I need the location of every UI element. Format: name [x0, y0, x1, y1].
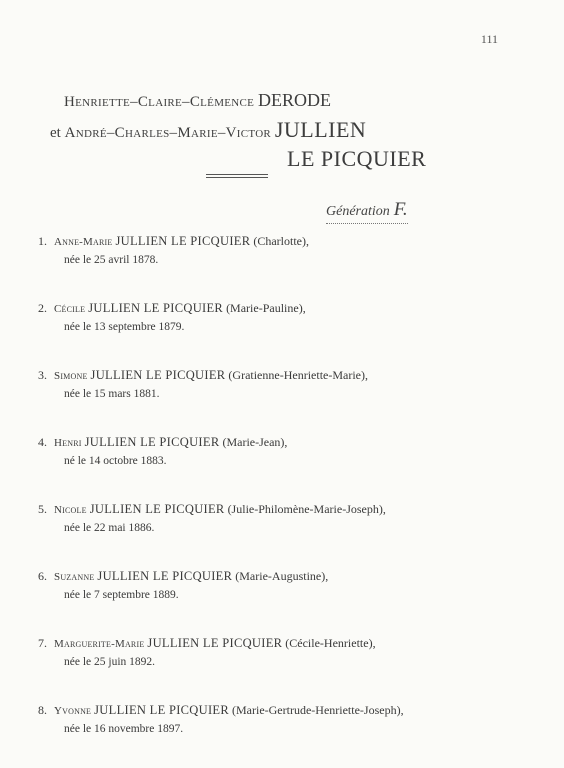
mother-surname: DERODE: [257, 90, 331, 110]
entry-birth: née le 16 novembre 1897.: [64, 723, 184, 735]
entry-name-line: [38, 232, 508, 251]
entry-given-names: (Charlotte),: [253, 234, 310, 248]
entry-number: 2.: [38, 301, 47, 315]
mother-given-names: Henriette–Claire–Clémence: [64, 94, 255, 110]
heading-line-mother: [50, 86, 470, 116]
entry-given-names: (Julie-Philomène-Marie-Joseph),: [227, 502, 386, 516]
heading-divider: [206, 174, 268, 178]
entry-name-line: [38, 701, 508, 720]
entry-surname: JULLIEN LE PICQUIER: [88, 301, 224, 315]
entry-name-line: [38, 634, 508, 653]
entry-birth: né le 14 octobre 1883.: [64, 455, 167, 467]
entry-first-name: Henri: [54, 437, 82, 449]
list-item: [38, 232, 508, 269]
entry-number: 8.: [38, 703, 47, 717]
father-surname: JULLIEN: [274, 117, 367, 142]
list-item: [38, 433, 508, 470]
entry-number: 6.: [38, 569, 47, 583]
list-item: [38, 634, 508, 671]
entry-name-line: [38, 366, 508, 385]
entry-given-names: (Marie-Augustine),: [235, 569, 329, 583]
page-heading: [50, 86, 470, 176]
entry-first-name: Yvonne: [54, 705, 92, 717]
list-item: [38, 366, 508, 403]
list-item: [38, 701, 508, 738]
page-number: 111: [480, 32, 498, 46]
entry-birth: née le 22 mai 1886.: [64, 522, 155, 534]
entry-name-line: [38, 299, 508, 318]
entry-number: 1.: [38, 234, 47, 248]
generation-letter: F.: [393, 199, 408, 220]
entry-given-names: (Cécile-Henriette),: [285, 636, 376, 650]
entry-surname: JULLIEN LE PICQUIER: [84, 435, 220, 449]
entry-first-name: Marguerite-Marie: [54, 638, 145, 650]
entry-given-names: (Gratienne-Henriette-Marie),: [228, 368, 368, 382]
entry-given-names: (Marie-Gertrude-Henriette-Joseph),: [232, 703, 404, 717]
entry-first-name: Simone: [54, 370, 88, 382]
entry-birth: née le 15 mars 1881.: [64, 388, 160, 400]
entry-given-names: (Marie-Pauline),: [226, 301, 306, 315]
entry-birth: née le 13 septembre 1879.: [64, 321, 185, 333]
list-item: [38, 567, 508, 604]
entry-surname: JULLIEN LE PICQUIER: [89, 502, 225, 516]
entry-surname: JULLIEN LE PICQUIER: [147, 636, 283, 650]
entry-surname: JULLIEN LE PICQUIER: [97, 569, 233, 583]
list-item: [38, 500, 508, 537]
entry-first-name: Suzanne: [54, 571, 95, 583]
entry-birth: née le 25 juin 1892.: [64, 656, 156, 668]
entry-birth: née le 25 avril 1878.: [64, 254, 159, 266]
heading-connector: et: [50, 125, 61, 141]
heading-line-surname-continued: [50, 145, 470, 176]
entry-first-name: Nicole: [54, 504, 87, 516]
list-item: [38, 299, 508, 336]
children-list: [38, 232, 508, 768]
entry-surname: JULLIEN LE PICQUIER: [94, 703, 229, 717]
entry-number: 5.: [38, 502, 47, 516]
entry-birth: née le 7 septembre 1889.: [64, 589, 179, 601]
entry-name-line: [38, 567, 508, 586]
entry-surname: JULLIEN LE PICQUIER: [115, 234, 251, 248]
generation-word: Génération: [326, 204, 390, 219]
entry-first-name: Anne-Marie: [54, 236, 113, 248]
heading-line-father: [50, 116, 470, 147]
entry-name-line: [38, 433, 508, 452]
entry-number: 7.: [38, 636, 47, 650]
father-surname-continued: LE PICQUIER: [287, 146, 427, 171]
father-given-names: André–Charles–Marie–Victor: [64, 125, 272, 141]
entry-name-line: [38, 500, 508, 519]
generation-label: [326, 199, 408, 224]
entry-first-name: Cécile: [54, 303, 86, 315]
entry-surname: JULLIEN LE PICQUIER: [90, 368, 226, 382]
entry-number: 3.: [38, 368, 47, 382]
entry-given-names: (Marie-Jean),: [222, 435, 288, 449]
entry-number: 4.: [38, 435, 47, 449]
